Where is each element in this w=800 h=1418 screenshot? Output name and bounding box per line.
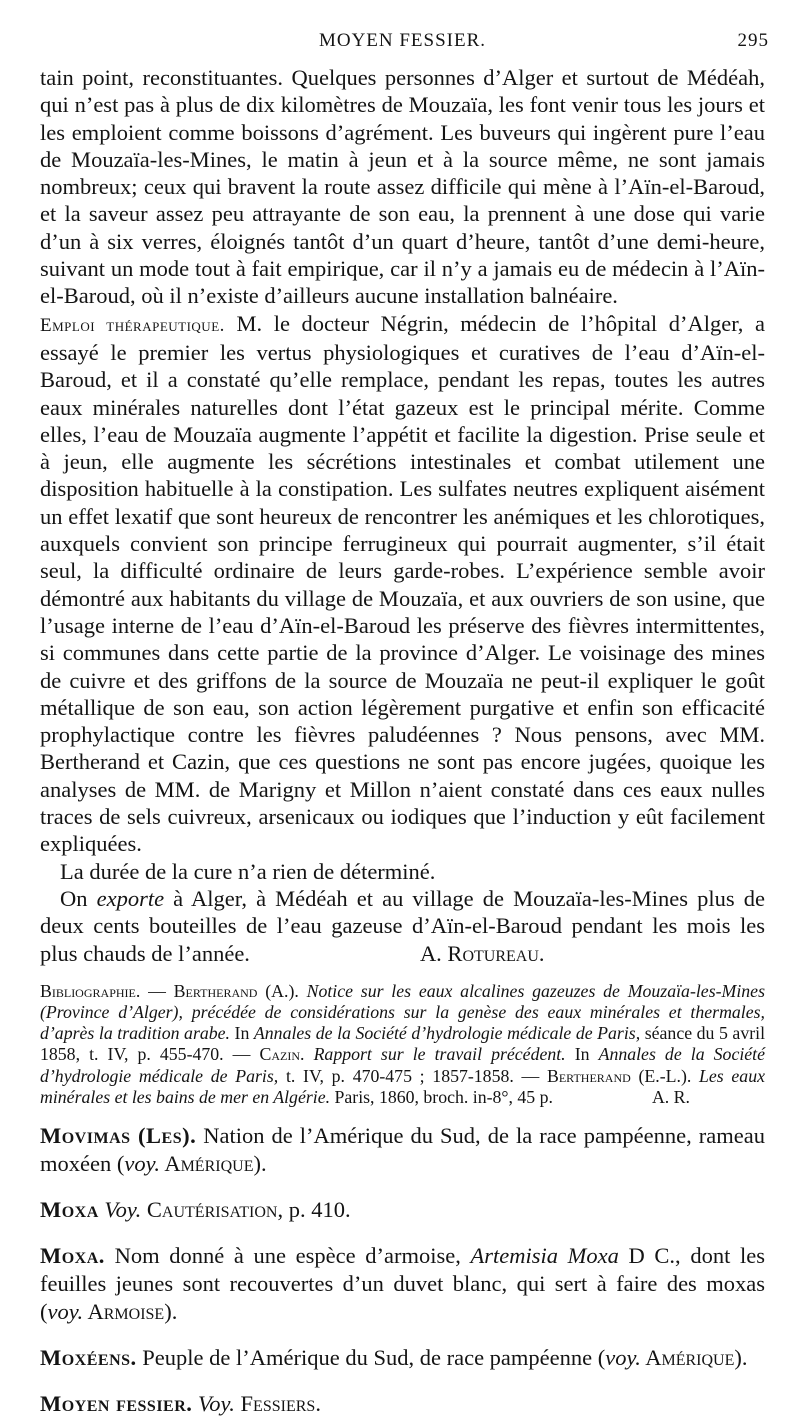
text-span: t. IV, p. 470-475 ; 1857-1858. — [278, 1065, 547, 1086]
article-body [40, 64, 765, 967]
entry-text: ). [164, 1299, 178, 1325]
bib-journal: Annales de la Société d’hydrologie médicale de Paris, [40, 1044, 766, 1086]
entry-headword: Moxa. [40, 1243, 105, 1269]
entry-movimas [40, 1122, 765, 1178]
entry-moyen-fessier [40, 1390, 765, 1418]
entry-text: . [315, 1391, 321, 1417]
page-number: 295 [737, 30, 769, 51]
entry-headword: Movimas (Les). [40, 1123, 197, 1149]
cross-ref-target: Fessiers [234, 1391, 316, 1417]
bibliography-signature: A. R. [651, 1087, 690, 1108]
dictionary-entries [40, 1122, 765, 1418]
species-name: Artemisia Moxa [470, 1243, 619, 1269]
cross-ref-target: Amérique [159, 1151, 254, 1177]
text-span: In [230, 1023, 254, 1044]
bibliography-label: Bibliographie. [40, 980, 141, 1001]
running-head [40, 30, 769, 64]
bibliography [40, 981, 765, 1108]
entry-text: ). [253, 1151, 267, 1177]
text-span: séance du 5 avril 1858, t. IV, p. 455-470. — [40, 1023, 766, 1065]
entry-moxa-plant [40, 1242, 765, 1326]
entry-moxa-ref [40, 1196, 765, 1224]
section-heading: Emploi thérapeutique. [40, 314, 225, 336]
page [40, 30, 769, 1418]
bib-author: Cazin. [259, 1044, 305, 1065]
bib-title: Rapport sur le travail précédent. [304, 1044, 566, 1065]
entry-text: Peuple de l’Amérique du Sud, de race pampéenne ( [136, 1345, 606, 1371]
cross-ref-voy: Voy. [198, 1391, 235, 1417]
paragraph-text: M. le docteur Négrin, médecin de l’hôpital d’Alger, a essayé le premier les vertus physiologiques et curatives de l’eau d’Aïn-el-Baroud, et il a constaté qu’elle remplace, pendant les repas, toutes les autres eaux minérales naturelles dont l’état gazeux est le principal mérite. Comme elles, l’eau de Mouzaïa augmente l’appétit et facilite la digestion. Prise seule et à jeun, elle augmente les sécrétions intestinales et combat utilement une disposition habituelle à la constipation. Les sulfates neutres expliquent aisément un effet lexatif que sont heureux de rencontrer les anémiques et les chlorotiques, auxquels convient son principe ferrugineux qui pourrait augmenter, s’il était seul, la difficulté ordinaire de leurs garde-robes. L’expérience semble avoir démontré aux habitants du village de Mouzaïa, et aux ouvriers de son usine, que l’usage interne de l’eau d’Aïn-el-Baroud les préserve des fièvres intermittentes, si communes dans cette partie de la province d’Alger. Le voisinage des mines de cuivre et des griffons de la source de Mouzaïa ne peut-il expliquer le goût métallique de son eau, son action légèrement purgative et enfin son efficacité prophylactique contre les fièvres paludéennes ? Nous pensons, avec MM. Bertherand et Cazin, que ces questions ne sont pas encore jugées, quoique les analyses de MM. de Marigny et Millon n’aient constaté dans ces eaux nulles traces de sels cuivreux, arsenicaux ou iodiques que l’induction y eût facilement expliquées. [40, 310, 765, 857]
bib-title: Notice sur les eaux alcalines gazeuzes de Mouzaïa-les-Mines (Province d’Alger), précédée de considérations sur la genèse des eaux minérales et thermales, d’après la tradition arabe. [40, 980, 765, 1044]
entry-text: Nation de l’Amérique du Sud, de la race pampéenne, rameau moxéen ( [40, 1123, 765, 1177]
text-span: In [565, 1044, 599, 1065]
entry-headword: Moxa [40, 1197, 99, 1223]
entry-text: D C., dont les feuilles jeunes sont recouvertes d’un duvet blanc, qui sert à faire des moxas ( [40, 1243, 765, 1325]
paragraph-cure: La durée de la cure n’a rien de déterminé. [60, 858, 436, 884]
cross-ref-voy: voy. [124, 1151, 160, 1177]
cross-ref-target: Cautérisation [141, 1197, 278, 1223]
cross-ref-target: Amérique [640, 1345, 735, 1371]
text-span: à Alger, à Médéah et au village de Mouzaïa-les-Mines plus de deux cents bouteilles de l’eau gazeuse d’Aïn-el-Baroud pendant les mois les plus chauds de l’année. [40, 885, 766, 966]
entry-headword: Moyen fessier. [40, 1391, 193, 1417]
emphasis: exporte [96, 885, 165, 911]
bib-title: Les eaux minérales et les bains de mer en Algérie. [40, 1065, 765, 1107]
entry-text: , p. 410. [277, 1197, 351, 1223]
author-signature: A. Rotureau. [419, 940, 545, 966]
running-title: MOYEN FESSIER. [318, 30, 487, 51]
entry-headword: Moxéens. [40, 1345, 137, 1371]
entry-text: Nom donné à une espèce d’armoise, [104, 1243, 471, 1269]
paragraph-therapeutic [40, 310, 765, 858]
entry-moxeens [40, 1344, 765, 1372]
cross-ref-target: Armoise [83, 1299, 165, 1325]
paragraph-export [40, 885, 765, 967]
paragraph-export-wrap [40, 885, 765, 967]
paragraph-usage: tain point, reconstituantes. Quelques personnes d’Alger et surtout de Médéah, qui n’est pas à plus de dix kilomètres de Mouzaïa, les font venir tous les jours et les emploient comme boissons d’agrément. Les buveurs qui ingèrent pure l’eau de Mouzaïa-les-Mines, le matin à jeun et à la source même, ne sont jamais nombreux; ceux qui bravent la route assez difficile qui mène à l’Aïn-el-Baroud, et la saveur assez peu attrayante de son eau, la prennent à une dose qui varie d’un à six verres, éloignés tantôt d’un quart d’heure, tantôt d’une demi-heure, suivant un mode tout à fait empirique, car il n’y a jamais eu de médecin à l’Aïn-el-Baroud, où il n’existe d’ailleurs aucune installation balnéaire. [40, 65, 765, 309]
bib-author: — Bertherand (A.). [140, 980, 307, 1001]
entry-text: ). [734, 1345, 748, 1371]
bib-journal: Annales de la Société d’hydrologie médicale de Paris, [253, 1023, 641, 1044]
text-span: On [60, 885, 97, 911]
bib-author: Bertherand (E.-L.). [546, 1065, 692, 1086]
cross-ref-voy: Voy. [104, 1197, 142, 1223]
text-span: Paris, 1860, broch. in-8°, 45 p. [330, 1086, 553, 1107]
cross-ref-voy: voy. [605, 1345, 641, 1371]
cross-ref-voy: voy. [47, 1299, 84, 1325]
